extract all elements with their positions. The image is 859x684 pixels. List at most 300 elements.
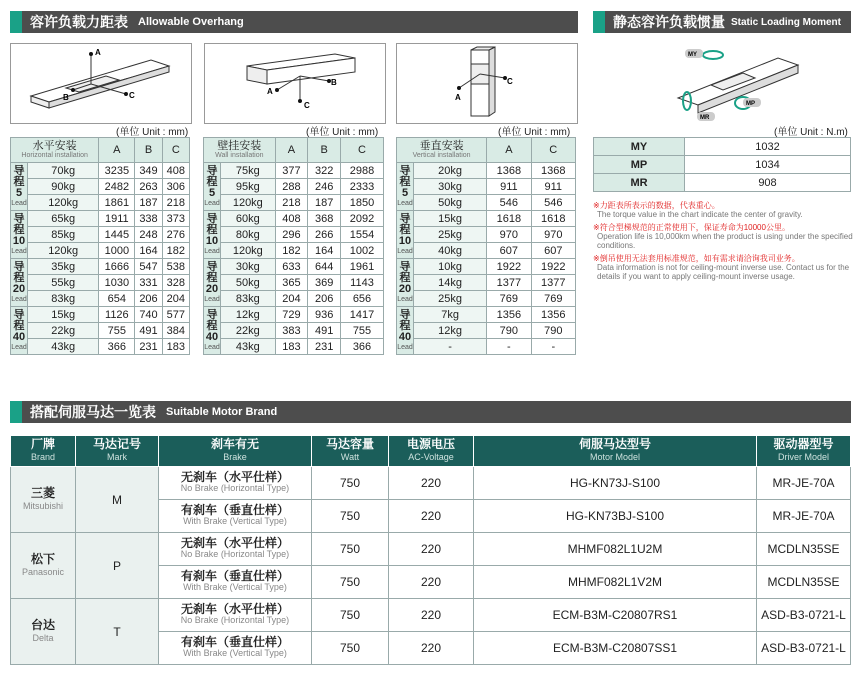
table-row [11, 227, 190, 243]
lead-char: 导 [399, 260, 411, 273]
load-cell: 70kg [28, 163, 99, 179]
motor-header-row [11, 436, 851, 467]
brake-en: With Brake (Vertical Type) [183, 582, 287, 592]
value-cell: 182 [275, 243, 308, 259]
column-header: A [275, 138, 308, 163]
value-cell: 607 [487, 243, 531, 259]
table-row [11, 307, 190, 323]
brake-en: No Brake (Horizontal Type) [180, 615, 290, 625]
brake-zh: 有刹车（垂直仕样） [180, 635, 289, 649]
static-row [594, 156, 851, 174]
wall-rail-drawing [205, 44, 385, 123]
table-row [397, 291, 576, 307]
static-moment-table [593, 137, 851, 192]
value-cell: 331 [135, 275, 162, 291]
load-cell: 43kg [221, 339, 276, 355]
value-cell: 755 [340, 323, 383, 339]
header-en: Motor Model [589, 452, 641, 462]
lead-group-cell [204, 259, 221, 307]
value-cell: 183 [162, 339, 189, 355]
table-row [397, 307, 576, 323]
table-row [11, 195, 190, 211]
overhang-section-bar [10, 11, 578, 33]
motor-row [11, 599, 851, 632]
lead-group-cell [11, 259, 28, 307]
lead-number: 10 [398, 234, 412, 247]
column-header: A [99, 138, 135, 163]
load-cell: 120kg [221, 195, 276, 211]
lead-label: Lead [204, 247, 220, 255]
value-cell: 1000 [99, 243, 135, 259]
load-cell: 90kg [28, 179, 99, 195]
value-cell: 1377 [487, 275, 531, 291]
label-a: A [267, 87, 273, 96]
install-header-zh: 垂直安装 [419, 139, 464, 152]
moment-value: 1034 [685, 156, 851, 174]
brake-zh: 无刹车（水平仕样） [180, 470, 289, 484]
value-cell: 187 [308, 195, 341, 211]
load-cell: 22kg [28, 323, 99, 339]
value-cell: 607 [531, 243, 575, 259]
motor-column-header [312, 436, 389, 467]
lead-label: Lead [11, 343, 27, 351]
value-cell: 1911 [99, 211, 135, 227]
section-accent [593, 11, 605, 33]
horizontal-overhang-table [10, 137, 190, 355]
brand-zh: 三菱 [30, 485, 55, 500]
lead-char: 导 [13, 308, 25, 321]
install-header [11, 138, 99, 163]
lead-char: 程 [206, 223, 218, 236]
lead-group-cell [397, 259, 414, 307]
motor-model-cell: MHMF082L1V2M [474, 566, 757, 599]
wall-overhang-table [203, 137, 384, 355]
label-c: C [304, 101, 310, 110]
table-row [204, 163, 384, 179]
brake-zh: 无刹车（水平仕样） [180, 602, 289, 616]
label-b: B [331, 78, 337, 87]
install-header-en: Vertical installation [412, 151, 471, 159]
value-cell: 187 [135, 195, 162, 211]
value-cell: 1356 [531, 307, 575, 323]
lead-char: 导 [13, 164, 25, 177]
lead-char: 导 [206, 260, 218, 273]
static-section-bar [593, 11, 851, 33]
value-cell: 769 [487, 291, 531, 307]
label-b: B [63, 93, 69, 102]
lead-label: Lead [204, 199, 220, 207]
value-cell: 790 [487, 323, 531, 339]
watt-cell: 750 [312, 599, 389, 632]
lead-number: 20 [12, 282, 26, 295]
section-accent [10, 11, 22, 33]
motor-column-header [11, 436, 76, 467]
header-zh: 刹车有无 [210, 437, 259, 451]
header-en: Watt [340, 452, 360, 462]
value-cell: 577 [162, 307, 189, 323]
unit-label: (单位 Unit : mm) [498, 127, 571, 138]
driver-model-cell: ASD-B3-0721-L [757, 599, 851, 632]
value-cell: 248 [135, 227, 162, 243]
table-row [204, 179, 384, 195]
table-row [11, 179, 190, 195]
table-row [204, 259, 384, 275]
moment-label: MR [594, 174, 685, 192]
driver-model-cell: MCDLN35SE [757, 566, 851, 599]
table-row [204, 291, 384, 307]
lead-char: 程 [206, 319, 218, 332]
table-row [11, 323, 190, 339]
load-cell: 30kg [221, 259, 276, 275]
value-cell: 3235 [99, 163, 135, 179]
load-cell: 85kg [28, 227, 99, 243]
lead-label: Lead [397, 199, 413, 207]
static-moment-drawing [593, 43, 851, 122]
note-zh: ※力距表所表示的数据，代表重心。 [593, 201, 720, 210]
install-header-en: Horizontal installation [21, 151, 88, 159]
motor-model-cell: HG-KN73BJ-S100 [474, 500, 757, 533]
lead-label: Lead [11, 295, 27, 303]
brake-cell [159, 632, 312, 665]
motor-title-zh: 搭配伺服马达一览表 [30, 404, 156, 420]
table-row [11, 339, 190, 355]
value-cell: 644 [308, 259, 341, 275]
table-row [397, 211, 576, 227]
table-row [204, 243, 384, 259]
lead-char: 导 [206, 212, 218, 225]
load-cell: 83kg [28, 291, 99, 307]
table-row [204, 195, 384, 211]
value-cell: 1030 [99, 275, 135, 291]
install-header-en: Wall installation [215, 151, 264, 159]
motor-brand-table [10, 435, 851, 665]
lead-group-cell [204, 163, 221, 211]
header-zh: 驱动器型号 [773, 437, 834, 451]
motor-row [11, 467, 851, 500]
value-cell: 970 [487, 227, 531, 243]
table-row [397, 163, 576, 179]
section-accent [10, 401, 22, 423]
lead-label: Lead [397, 247, 413, 255]
value-cell: 206 [308, 291, 341, 307]
table-row [11, 163, 190, 179]
brand-cell [11, 467, 76, 533]
value-cell: 911 [487, 179, 531, 195]
header-zh: 马达容量 [325, 437, 374, 451]
value-cell: 547 [135, 259, 162, 275]
brake-cell [159, 566, 312, 599]
value-cell: 546 [487, 195, 531, 211]
motor-row [11, 533, 851, 566]
value-cell: 769 [531, 291, 575, 307]
moment-label: MY [594, 138, 685, 156]
table-row [204, 227, 384, 243]
lead-number: 10 [12, 234, 26, 247]
load-cell: 95kg [221, 179, 276, 195]
lead-label: Lead [204, 343, 220, 351]
note-item [593, 201, 853, 219]
load-cell: 12kg [221, 307, 276, 323]
value-cell: 1356 [487, 307, 531, 323]
label-mp: MP [746, 101, 755, 107]
lead-char: 程 [13, 223, 25, 236]
load-cell: 25kg [414, 291, 487, 307]
mark-cell: T [76, 599, 159, 665]
brake-en: With Brake (Vertical Type) [183, 516, 287, 526]
value-cell: 164 [308, 243, 341, 259]
install-header [204, 138, 276, 163]
value-cell: 911 [531, 179, 575, 195]
brake-zh: 有刹车（垂直仕样） [180, 503, 289, 517]
lead-char: 导 [399, 164, 411, 177]
lead-label: Lead [11, 247, 27, 255]
load-cell: 43kg [28, 339, 99, 355]
value-cell: - [487, 339, 531, 355]
lead-char: 程 [399, 271, 411, 284]
vertical-rail-drawing [397, 44, 577, 123]
column-header: C [340, 138, 383, 163]
table-row [204, 323, 384, 339]
motor-column-header [159, 436, 312, 467]
lead-group-cell [397, 211, 414, 259]
motor-model-cell: MHMF082L1U2M [474, 533, 757, 566]
motor-column-header [474, 436, 757, 467]
value-cell: 1922 [531, 259, 575, 275]
table-row [11, 243, 190, 259]
note-item [593, 254, 853, 281]
moment-value: 1032 [685, 138, 851, 156]
voltage-cell: 220 [389, 533, 474, 566]
value-cell: 369 [308, 275, 341, 291]
table-row [397, 179, 576, 195]
value-cell: 656 [340, 291, 383, 307]
brand-cell [11, 599, 76, 665]
static-title-zh: 静态容许负载惯量 [613, 14, 725, 30]
value-cell: 246 [308, 179, 341, 195]
motor-column-header [76, 436, 159, 467]
load-cell: 120kg [28, 243, 99, 259]
note-en: The torque value in the chart indicate the center of gravity. [597, 210, 803, 219]
voltage-cell: 220 [389, 467, 474, 500]
lead-group-cell [11, 163, 28, 211]
value-cell: 338 [135, 211, 162, 227]
lead-char: 程 [206, 175, 218, 188]
value-cell: 1861 [99, 195, 135, 211]
label-mr: MR [700, 115, 710, 121]
load-cell: 15kg [414, 211, 487, 227]
load-cell: 14kg [414, 275, 487, 291]
unit-label: (单位 Unit : N.m) [774, 127, 848, 138]
watt-cell: 750 [312, 566, 389, 599]
note-en: Operation life is 10,000km when the product is using under the specified conditions. [597, 232, 853, 250]
lead-char: 程 [399, 319, 411, 332]
lead-char: 程 [399, 223, 411, 236]
driver-model-cell: MR-JE-70A [757, 500, 851, 533]
load-cell: 25kg [414, 227, 487, 243]
value-cell: 204 [275, 291, 308, 307]
header-zh: 厂牌 [30, 437, 55, 451]
brand-zh: 松下 [30, 551, 55, 566]
value-cell: 1618 [531, 211, 575, 227]
value-cell: 288 [275, 179, 308, 195]
lead-number: 40 [12, 330, 26, 343]
value-cell: 349 [135, 163, 162, 179]
header-zh: 马达记号 [92, 437, 141, 451]
load-cell: 120kg [28, 195, 99, 211]
voltage-cell: 220 [389, 599, 474, 632]
column-header: C [162, 138, 189, 163]
vertical-diagram [396, 43, 578, 124]
moment-value: 908 [685, 174, 851, 192]
column-header: B [308, 138, 341, 163]
lead-group-cell [397, 307, 414, 355]
table-row [204, 211, 384, 227]
value-cell: 306 [162, 179, 189, 195]
value-cell: 231 [308, 339, 341, 355]
value-cell: 2092 [340, 211, 383, 227]
lead-char: 程 [13, 319, 25, 332]
header-en: Driver Model [777, 452, 829, 462]
table-header-row [204, 138, 384, 163]
lead-number: 20 [205, 282, 219, 295]
value-cell: - [531, 339, 575, 355]
label-a: A [455, 93, 461, 102]
load-cell: 75kg [221, 163, 276, 179]
value-cell: 276 [162, 227, 189, 243]
brand-en: Delta [32, 632, 54, 643]
table-row [11, 291, 190, 307]
lead-group-cell [204, 211, 221, 259]
load-cell: 12kg [414, 323, 487, 339]
load-cell: 65kg [28, 211, 99, 227]
lead-number: 5 [208, 186, 216, 199]
watt-cell: 750 [312, 500, 389, 533]
table-header-row [11, 138, 190, 163]
value-cell: 383 [275, 323, 308, 339]
mark-cell: M [76, 467, 159, 533]
static-row [594, 174, 851, 192]
driver-model-cell: MCDLN35SE [757, 533, 851, 566]
value-cell: 936 [308, 307, 341, 323]
moment-label: MP [594, 156, 685, 174]
table-row [11, 259, 190, 275]
motor-model-cell: ECM-B3M-C20807SS1 [474, 632, 757, 665]
value-cell: 408 [162, 163, 189, 179]
value-cell: 218 [162, 195, 189, 211]
table-header-row [397, 138, 576, 163]
value-cell: 2988 [340, 163, 383, 179]
value-cell: 1002 [340, 243, 383, 259]
wall-diagram [204, 43, 386, 124]
value-cell: 1850 [340, 195, 383, 211]
value-cell: 368 [308, 211, 341, 227]
value-cell: 1368 [531, 163, 575, 179]
brand-cell [11, 533, 76, 599]
column-header: A [487, 138, 531, 163]
value-cell: 322 [308, 163, 341, 179]
lead-group-cell [11, 211, 28, 259]
load-cell: 22kg [221, 323, 276, 339]
value-cell: 729 [275, 307, 308, 323]
static-diagram [593, 43, 851, 122]
lead-number: 5 [401, 186, 409, 199]
lead-number: 40 [205, 330, 219, 343]
load-cell: 50kg [414, 195, 487, 211]
watt-cell: 750 [312, 632, 389, 665]
value-cell: 296 [275, 227, 308, 243]
label-a: A [95, 48, 101, 57]
brake-en: No Brake (Horizontal Type) [180, 549, 290, 559]
driver-model-cell: ASD-B3-0721-L [757, 632, 851, 665]
lead-char: 程 [399, 175, 411, 188]
lead-label: Lead [397, 295, 413, 303]
lead-group-cell [11, 307, 28, 355]
value-cell: 491 [308, 323, 341, 339]
horizontal-diagram [10, 43, 192, 124]
brake-cell [159, 533, 312, 566]
value-cell: 266 [308, 227, 341, 243]
value-cell: 1368 [487, 163, 531, 179]
watt-cell: 750 [312, 533, 389, 566]
value-cell: 377 [275, 163, 308, 179]
load-cell: 50kg [221, 275, 276, 291]
header-zh: 电源电压 [406, 437, 455, 451]
table-row [204, 307, 384, 323]
install-header [397, 138, 487, 163]
value-cell: 2482 [99, 179, 135, 195]
lead-number: 5 [15, 186, 23, 199]
value-cell: 654 [99, 291, 135, 307]
static-title-en: Static Loading Moment [731, 16, 841, 28]
load-cell: 120kg [221, 243, 276, 259]
load-cell: 20kg [414, 163, 487, 179]
label-c: C [507, 77, 513, 86]
value-cell: 1554 [340, 227, 383, 243]
voltage-cell: 220 [389, 500, 474, 533]
label-c: C [129, 91, 135, 100]
load-cell: 80kg [221, 227, 276, 243]
note-zh: ※符合型梯规范的正常使用下，保证寿命为10000公里。 [593, 223, 790, 232]
load-cell: 55kg [28, 275, 99, 291]
install-header-zh: 水平安装 [32, 139, 77, 152]
brand-zh: 台达 [30, 617, 55, 632]
value-cell: 1445 [99, 227, 135, 243]
header-en: Mark [107, 452, 127, 462]
table-row [11, 275, 190, 291]
lead-group-cell [397, 163, 414, 211]
voltage-cell: 220 [389, 566, 474, 599]
value-cell: 546 [531, 195, 575, 211]
brand-en: Mitsubishi [22, 500, 63, 511]
value-cell: 740 [135, 307, 162, 323]
table-row [397, 227, 576, 243]
lead-char: 导 [206, 308, 218, 321]
value-cell: 1922 [487, 259, 531, 275]
lead-label: Lead [204, 295, 220, 303]
value-cell: 164 [135, 243, 162, 259]
header-zh: 伺服马达型号 [578, 437, 651, 451]
value-cell: 790 [531, 323, 575, 339]
vertical-overhang-table [396, 137, 576, 355]
brake-zh: 无刹车（水平仕样） [180, 536, 289, 550]
value-cell: 182 [162, 243, 189, 259]
brand-en: Panasonic [21, 566, 65, 577]
motor-column-header [389, 436, 474, 467]
header-en: Brake [223, 452, 247, 462]
load-cell: 30kg [414, 179, 487, 195]
table-row [397, 339, 576, 355]
value-cell: 408 [275, 211, 308, 227]
